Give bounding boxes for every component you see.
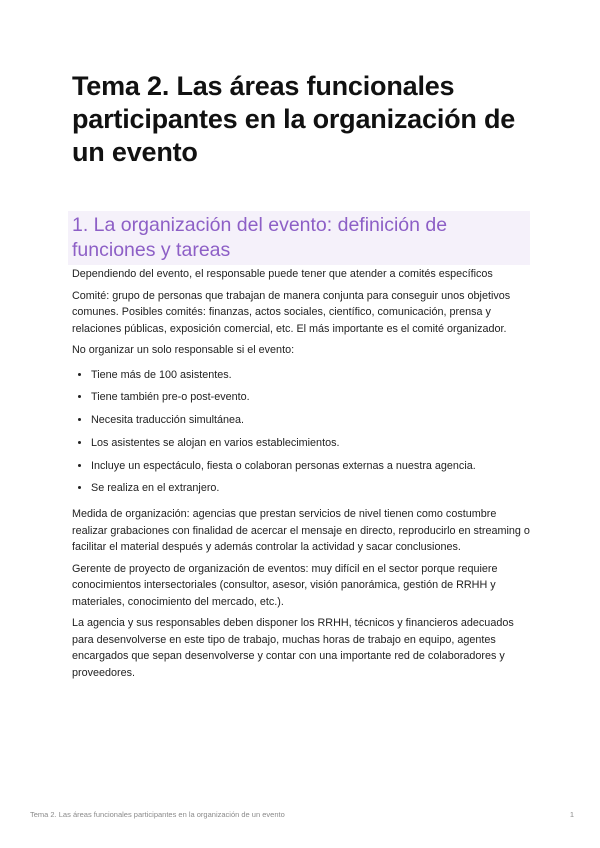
conditions-list	[72, 364, 532, 501]
agency-resources-paragraph: La agencia y sus responsables deben disponer los RRHH, técnicos y financieros adecuados para desenvolverse en este tipo de trabajo, muchas horas de trabajo en equipo, agentes encargados que sepan desenvolverse y contar con una importante red de colaboradores y proveedores.	[72, 617, 514, 679]
organization-measure-paragraph: Medida de organización: agencias que prestan servicios de nivel tienen como costumbre realizar grabaciones con finalidad de acercar el mensaje en directo, reproducirlo en streaming o facilitar el material después y además controlar la actividad y sacar conclusiones.	[72, 508, 530, 554]
committee-paragraph: Comité: grupo de personas que trabajan de manera conjunta para conseguir unos objetivos comunes. Posibles comités: finanzas, actos sociales, científico, comunicación, prensa y relaciones públicas, exposición comercial, etc. El más importante es el comité organizador.	[72, 289, 511, 335]
section-heading: 1. La organización del evento: definición de funciones y tareas	[68, 211, 530, 265]
section-body	[72, 266, 532, 686]
list-item: • Necesita traducción simultánea.	[91, 409, 532, 432]
list-item: • Tiene más de 100 asistentes.	[91, 364, 532, 387]
list-item: • Tiene también pre-o post-evento.	[91, 386, 532, 409]
footer-title: Tema 2. Las áreas funcionales participantes en la organización de un evento	[30, 810, 285, 819]
list-item: • Incluye un espectáculo, fiesta o colaboran personas externas a nuestra agencia.	[91, 455, 532, 478]
page-number: 1	[569, 810, 574, 819]
list-intro-paragraph: No organizar un solo responsable si el evento:	[72, 344, 295, 356]
list-item: • Los asistentes se alojan en varios establecimientos.	[91, 432, 532, 455]
list-item: • Se realiza en el extranjero.	[91, 477, 532, 500]
page-title: Tema 2. Las áreas funcionales participantes en la organización de un evento	[72, 71, 516, 167]
intro-paragraph: Dependiendo del evento, el responsable puede tener que atender a comités específicos	[72, 268, 493, 280]
project-manager-paragraph: Gerente de proyecto de organización de eventos: muy difícil en el sector porque requiere conocimientos intersectoriales (consultor, asesor, visión panorámica, gestión de RRHH y materiales, conocimiento del mercado, etc.).	[72, 562, 498, 608]
